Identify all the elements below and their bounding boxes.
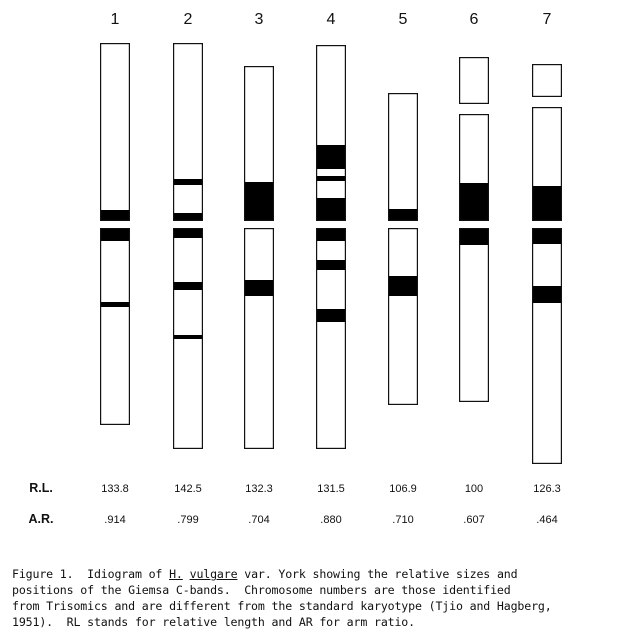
c-band xyxy=(100,302,130,307)
chromosome-1-segment xyxy=(101,229,130,425)
c-band xyxy=(532,228,562,244)
c-band xyxy=(173,335,203,339)
chromosome-number-5: 5 xyxy=(398,11,408,28)
ar-row-label: A.R. xyxy=(28,512,54,526)
c-band xyxy=(532,286,562,303)
ar-value-1: .914 xyxy=(104,514,126,526)
rl-value-4: 131.5 xyxy=(317,483,345,495)
rl-value-2: 142.5 xyxy=(174,483,202,495)
chromosome-5-segment xyxy=(389,229,418,405)
c-band xyxy=(244,182,274,221)
chromosome-7-segment xyxy=(533,65,562,97)
caption-line1-rest: var. York showing the relative sizes and xyxy=(237,567,518,581)
rl-value-7: 126.3 xyxy=(533,483,561,495)
caption-species: vulgare xyxy=(189,567,238,581)
chromosome-6-segment xyxy=(460,58,489,104)
chromosome-2-segment xyxy=(174,44,203,221)
caption-line3: from Trisomics and are different from the standard karyotype (Tjio and Hagberg, xyxy=(12,599,552,613)
chromosome-5-segment xyxy=(389,94,418,221)
chromosome-number-4: 4 xyxy=(326,11,336,28)
caption-prefix: Figure 1. Idiogram of xyxy=(12,567,170,581)
rl-value-6: 100 xyxy=(464,483,484,495)
c-band xyxy=(459,183,489,221)
ar-value-7: .464 xyxy=(536,514,558,526)
c-band xyxy=(244,280,274,296)
caption-line2: positions of the Giemsa C-bands. Chromosome numbers are those identified xyxy=(12,583,511,597)
ar-value-3: .704 xyxy=(248,514,270,526)
chromosome-1-segment xyxy=(101,44,130,221)
c-band xyxy=(316,260,346,270)
ar-value-4: .880 xyxy=(320,514,342,526)
c-band xyxy=(100,228,130,241)
caption-genus: H. xyxy=(169,567,183,581)
rl-value-5: 106.9 xyxy=(389,483,417,495)
caption-line4: 1951). RL stands for relative length and AR for arm ratio. xyxy=(12,615,415,629)
rl-row-label: R.L. xyxy=(29,481,53,495)
chromosome-4-segment xyxy=(317,46,346,221)
rl-value-1: 133.8 xyxy=(101,483,129,495)
c-band xyxy=(173,228,203,238)
ar-value-5: .710 xyxy=(392,514,414,526)
chromosome-7-segment xyxy=(533,229,562,464)
c-band xyxy=(100,210,130,221)
c-band xyxy=(388,209,418,221)
figure-caption xyxy=(12,566,637,630)
chromosome-6-segment xyxy=(460,229,489,402)
c-band xyxy=(173,282,203,290)
c-band xyxy=(459,228,489,245)
ar-value-2: .799 xyxy=(177,514,199,526)
chromosome-number-6: 6 xyxy=(469,11,479,28)
c-band xyxy=(316,228,346,241)
c-band xyxy=(316,176,346,181)
chromosome-number-7: 7 xyxy=(542,11,552,28)
rl-value-3: 132.3 xyxy=(245,483,273,495)
chromosome-number-2: 2 xyxy=(183,11,193,28)
c-band xyxy=(316,198,346,221)
c-band xyxy=(532,186,562,221)
chromosome-3-segment xyxy=(245,229,274,449)
ar-value-6: .607 xyxy=(463,514,485,526)
c-band xyxy=(388,276,418,296)
c-band xyxy=(316,145,346,169)
chromosome-number-3: 3 xyxy=(254,11,264,28)
c-band xyxy=(316,309,346,322)
chromosome-number-1: 1 xyxy=(110,11,120,28)
c-band xyxy=(173,179,203,185)
